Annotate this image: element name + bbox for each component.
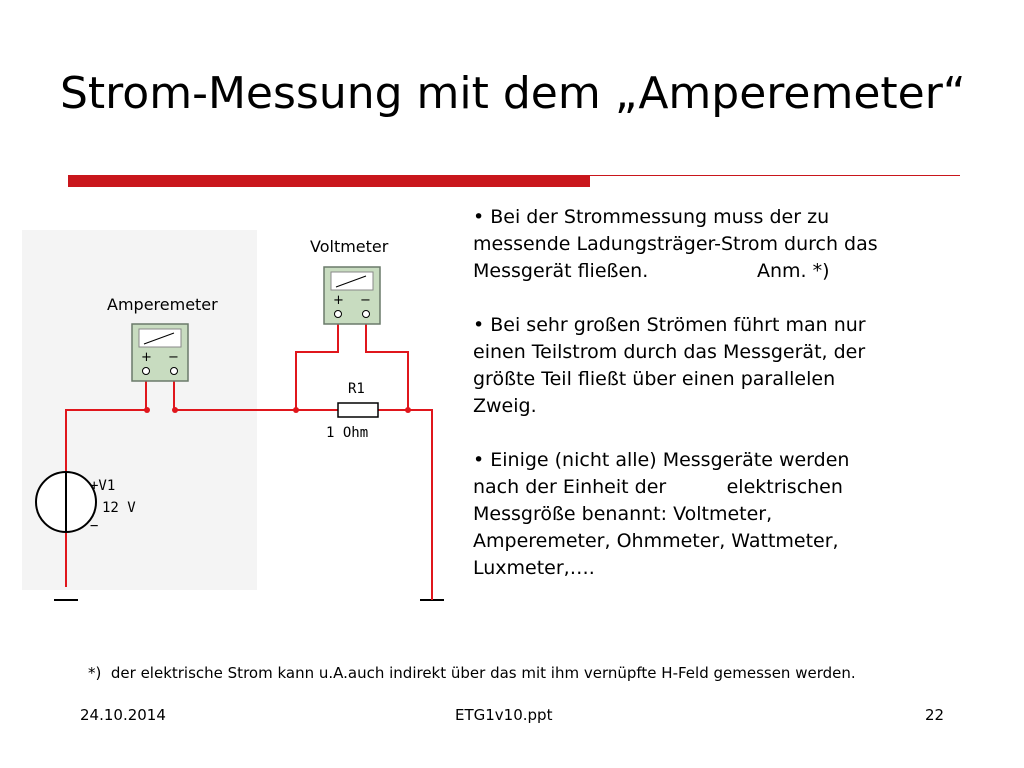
circuit-diagram <box>22 222 452 607</box>
source-minus: − <box>90 518 99 534</box>
footer-filename: ETG1v10.ppt <box>455 706 553 724</box>
footnote: *) der elektrische Strom kann u.A.auch indirekt über das mit ihm vernüpfte H-Feld gemessen werden. <box>88 664 856 682</box>
resistor-value: 1 Ohm <box>326 425 369 441</box>
svg-text:−: − <box>360 293 371 308</box>
svg-text:−: − <box>168 350 179 365</box>
footer-date: 24.10.2014 <box>80 706 166 724</box>
title-divider-thick <box>68 175 590 187</box>
source-name: +V1 <box>90 478 116 494</box>
footer-page-number: 22 <box>925 706 945 724</box>
bullet-list <box>473 204 993 609</box>
svg-text:+: + <box>333 293 344 308</box>
voltmeter-label: Voltmeter <box>310 237 389 256</box>
bullet-item: • Einige (nicht alle) Messgeräte werden nach der Einheit der elektrischen Messgröße benannt: Voltmeter, Amperemeter, Ohmmeter, Wattmeter, Luxmeter,…. <box>473 449 850 579</box>
bullet-item: • Bei sehr großen Strömen führt man nur einen Teilstrom durch das Messgerät, der größte Teil fließt über einen parallelen Zweig. <box>473 314 866 417</box>
ammeter-label: Amperemeter <box>107 295 218 314</box>
ammeter <box>132 324 188 381</box>
voltmeter <box>324 267 380 324</box>
bullet-item: • Bei der Strommessung muss der zu messende Ladungsträger-Strom durch das Messgerät fließen. Anm. *) <box>473 206 878 282</box>
resistor-r1 <box>338 403 378 417</box>
source-value: 12 V <box>102 500 136 516</box>
slide-title: Strom-Messung mit dem „Amperemeter“ <box>60 68 966 119</box>
svg-text:+: + <box>141 350 152 365</box>
resistor-name: R1 <box>348 381 365 397</box>
